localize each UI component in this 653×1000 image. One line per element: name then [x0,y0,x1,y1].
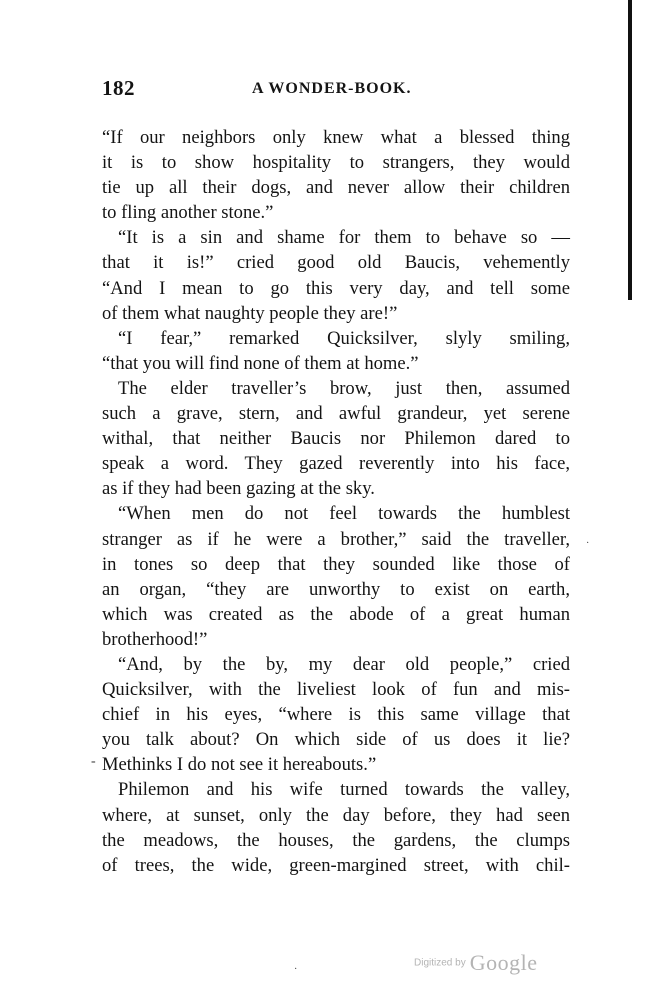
text-line: chief in his eyes, “where is this same village that [102,704,570,726]
text-line: in tones so deep that they sounded like those of [102,553,570,575]
body-text [102,125,570,878]
digitized-by-watermark [414,950,537,976]
text-line: brotherhood!” [102,628,208,650]
text-line: Philemon and his wife turned towards the valley, [118,779,570,801]
stray-ink-mark: - [91,754,96,769]
text-line: “And, by the by, my dear old people,” cried [118,653,570,675]
text-line: as if they had been gazing at the sky. [102,478,375,500]
page-edge-shadow [628,0,632,300]
text-line: “I fear,” remarked Quicksilver, slyly smiling, [118,327,570,349]
text-line: Methinks I do not see it hereabouts.” [102,754,377,776]
stray-ink-dot: · [586,538,590,549]
text-line: “If our neighbors only knew what a blessed thing [102,127,570,148]
text-line: withal, that neither Baucis nor Philemon dared to [102,428,570,450]
page-number: 182 [102,76,135,100]
text-line: “And I mean to go this very day, and tell some [102,277,570,299]
running-title: A WONDER-BOOK. [252,80,412,97]
text-line: an organ, “they are unworthy to exist on earth, [102,578,570,600]
text-line: “that you will find none of them at home.” [102,352,419,374]
text-line: the meadows, the houses, the gardens, the clumps [102,829,570,851]
text-line: “When men do not feel towards the humblest [118,503,570,525]
text-line: The elder traveller’s brow, just then, assumed [118,377,570,399]
text-line: such a grave, stern, and awful grandeur, yet serene [102,403,570,425]
text-line: which was created as the abode of a great human [102,603,570,625]
text-line: of them what naughty people they are!” [102,302,398,324]
google-logo: Google [469,950,538,975]
text-line: Quicksilver, with the liveliest look of fun and mis- [102,679,570,701]
text-line: that it is!” cried good old Baucis, vehemently [102,252,570,274]
text-line: where, at sunset, only the day before, they had seen [102,804,570,826]
text-line: you talk about? On which side of us does it lie? [102,729,570,751]
text-line: to fling another stone.” [102,202,274,224]
text-line: “It is a sin and shame for them to behave so — [118,227,570,249]
watermark-prefix: Digitized by [414,957,466,969]
text-line: speak a word. They gazed reverently into his face, [102,453,570,475]
text-line: stranger as if he were a brother,” said the traveller, [102,528,570,550]
stray-ink-dot: · [294,964,298,975]
text-line: of trees, the wide, green-margined street, with chil- [102,854,570,876]
text-line: tie up all their dogs, and never allow their children [102,177,570,199]
text-line: it is to show hospitality to strangers, they would [102,152,570,174]
page-header [102,76,572,106]
